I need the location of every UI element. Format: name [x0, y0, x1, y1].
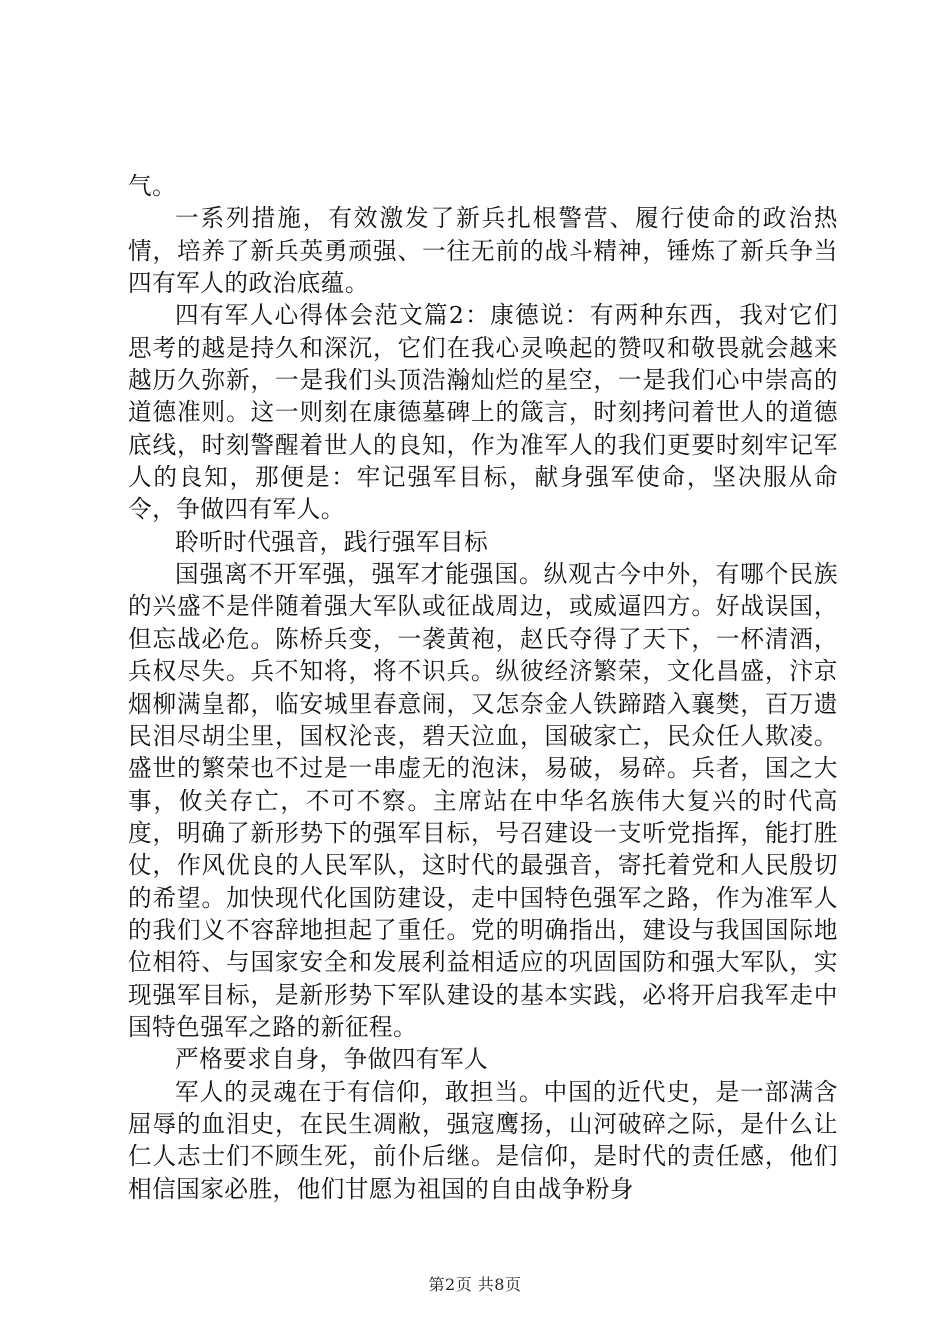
paragraph-measures: 一系列措施，有效激发了新兵扎根警营、履行使命的政治热情，培养了新兵英勇顽强、一往无前的战斗精神，锤炼了新兵争当四有军人的政治底蕴。	[128, 204, 838, 298]
paragraph-soldier-soul: 军人的灵魂在于有信仰，敢担当。中国的近代史，是一部满含屈辱的血泪史，在民生凋敝，强寇鹰扬，山河破碎之际，是什么让仁人志士们不顾生死，前仆后继。是信仰，是时代的责任感，他们相信国家必胜，他们甘愿为祖国的自由战争粉身	[128, 1077, 838, 1203]
page-number-footer: 第2页 共8页	[428, 1275, 522, 1294]
paragraph-essay-2-intro: 四有军人心得体会范文篇2：康德说：有两种东西，我对它们思考的越是持久和深沉，它们在我心灵唤起的赞叹和敬畏就会越来越历久弥新，一是我们头顶浩瀚灿烂的星空，一是我们心中崇高的道德准则。这一则刻在康德墓碑上的箴言，时刻拷问着世人的道德底线，时刻警醒着世人的良知，作为准军人的我们更要时刻牢记军人的良知，那便是：牢记强军目标，献身强军使命，坚决服从命令，争做四有军人。	[128, 301, 838, 524]
section-heading-strict: 严格要求自身，争做四有军人	[175, 1045, 489, 1074]
paragraph-continuation: 气。	[128, 172, 177, 200]
section-heading-listen: 聆听时代强音，践行强军目标	[175, 527, 489, 556]
paragraph-strong-army: 国强离不开军强，强军才能强国。纵观古今中外，有哪个民族的兴盛不是伴随着强大军队或征战周边，或威逼四方。好战误国，但忘战必危。陈桥兵变，一袭黄袍，赵氏夺得了天下，一杯清酒，兵权尽失。兵不知将，将不识兵。纵彼经济繁荣，文化昌盛，汴京烟柳满皇都，临安城里春意闹，又怎奈金人铁蹄踏入襄樊，百万遗民泪尽胡尘里，国权沦丧，碧天泣血，国破家亡，民众任人欺凌。盛世的繁荣也不过是一串虚无的泡沫，易破，易碎。兵者，国之大事，攸关存亡，不可不察。主席站在中华名族伟大复兴的时代高度，明确了新形势下的强军目标，号召建设一支听党指挥，能打胜仗，作风优良的人民军队，这时代的最强音，寄托着党和人民殷切的希望。加快现代化国防建设，走中国特色强军之路，作为准军人的我们义不容辞地担起了重任。党的明确指出，建设与我国国际地位相符、与国家安全和发展利益相适应的巩固国防和强大军队，实现强军目标，是新形势下军队建设的基本实践，必将开启我军走中国特色强军之路的新征程。	[128, 560, 838, 1041]
document-body	[128, 170, 838, 1205]
